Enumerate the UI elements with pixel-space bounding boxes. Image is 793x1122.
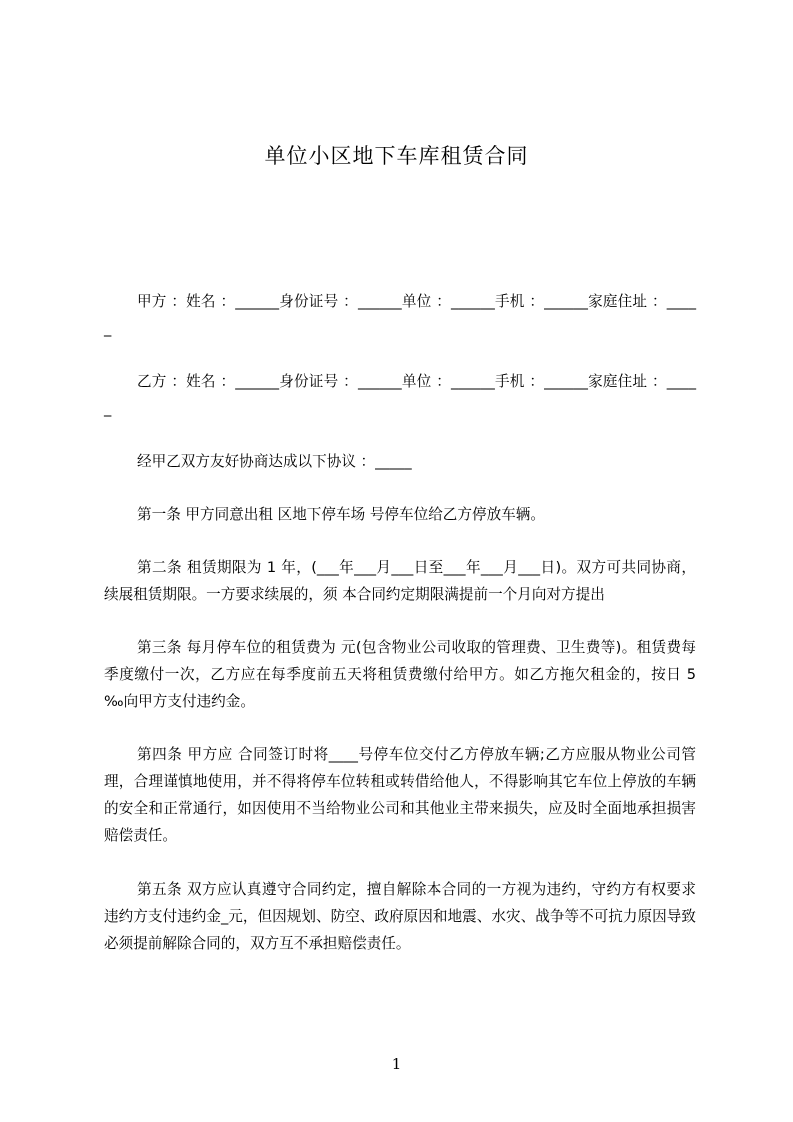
article-1: 第一条 甲方同意出租 区地下停车场 号停车位给乙方停放车辆。: [137, 506, 545, 523]
page-number: 1: [391, 1055, 402, 1073]
article-4: 第四条 甲方应 合同签订时将____号停车位交付乙方停放车辆;乙方应服从物业公司管理，合理谨慎地使用，并不得将停车位转租或转借给他人，不得影响其它车位上停放的车辆的安全和正常通行，如因使用不当给物业公司和其他业主带来损失，应及时全面地承担损害赔偿责任。: [104, 746, 696, 844]
document-title: 单位小区地下车库租赁合同: [264, 144, 529, 168]
agreement-intro: 经甲乙双方友好协商达成以下协议 ：_____: [137, 453, 412, 470]
article-2: 第二条 租赁期限为 1 年，(___年___月___日至___年___月___日)。双方可共同协商，续展租赁期限。一方要求续展的，须 本合同约定期限满提前一个月向对方提出: [104, 559, 696, 603]
article-5: 第五条 双方应认真遵守合同约定，擅自解除本合同的一方视为违约，守约方有权要求违约方支付违约金_元，但因规划、防空、政府原因和地震、水灾、战争等不可抗力原因导致必须提前解除合同的，双方互不承担赔偿责任。: [104, 881, 696, 952]
party-b-info: 乙方 ：姓名 ：______身份证号 ：______单位 ：______手机 ：______家庭住址 ：_____: [104, 373, 696, 417]
article-3: 第三条 每月停车位的租赁费为 元(包含物业公司收取的管理费、卫生费等)。租赁费每季度缴付一次，乙方应在每季度前五天将租赁费缴付给甲方。如乙方拖欠租金的，按日 5 ‰向甲方支付违约金。: [104, 639, 696, 710]
party-a-info: 甲方 ：姓名 ：______身份证号 ：______单位 ：______手机 ：______家庭住址 ：_____: [104, 293, 696, 337]
